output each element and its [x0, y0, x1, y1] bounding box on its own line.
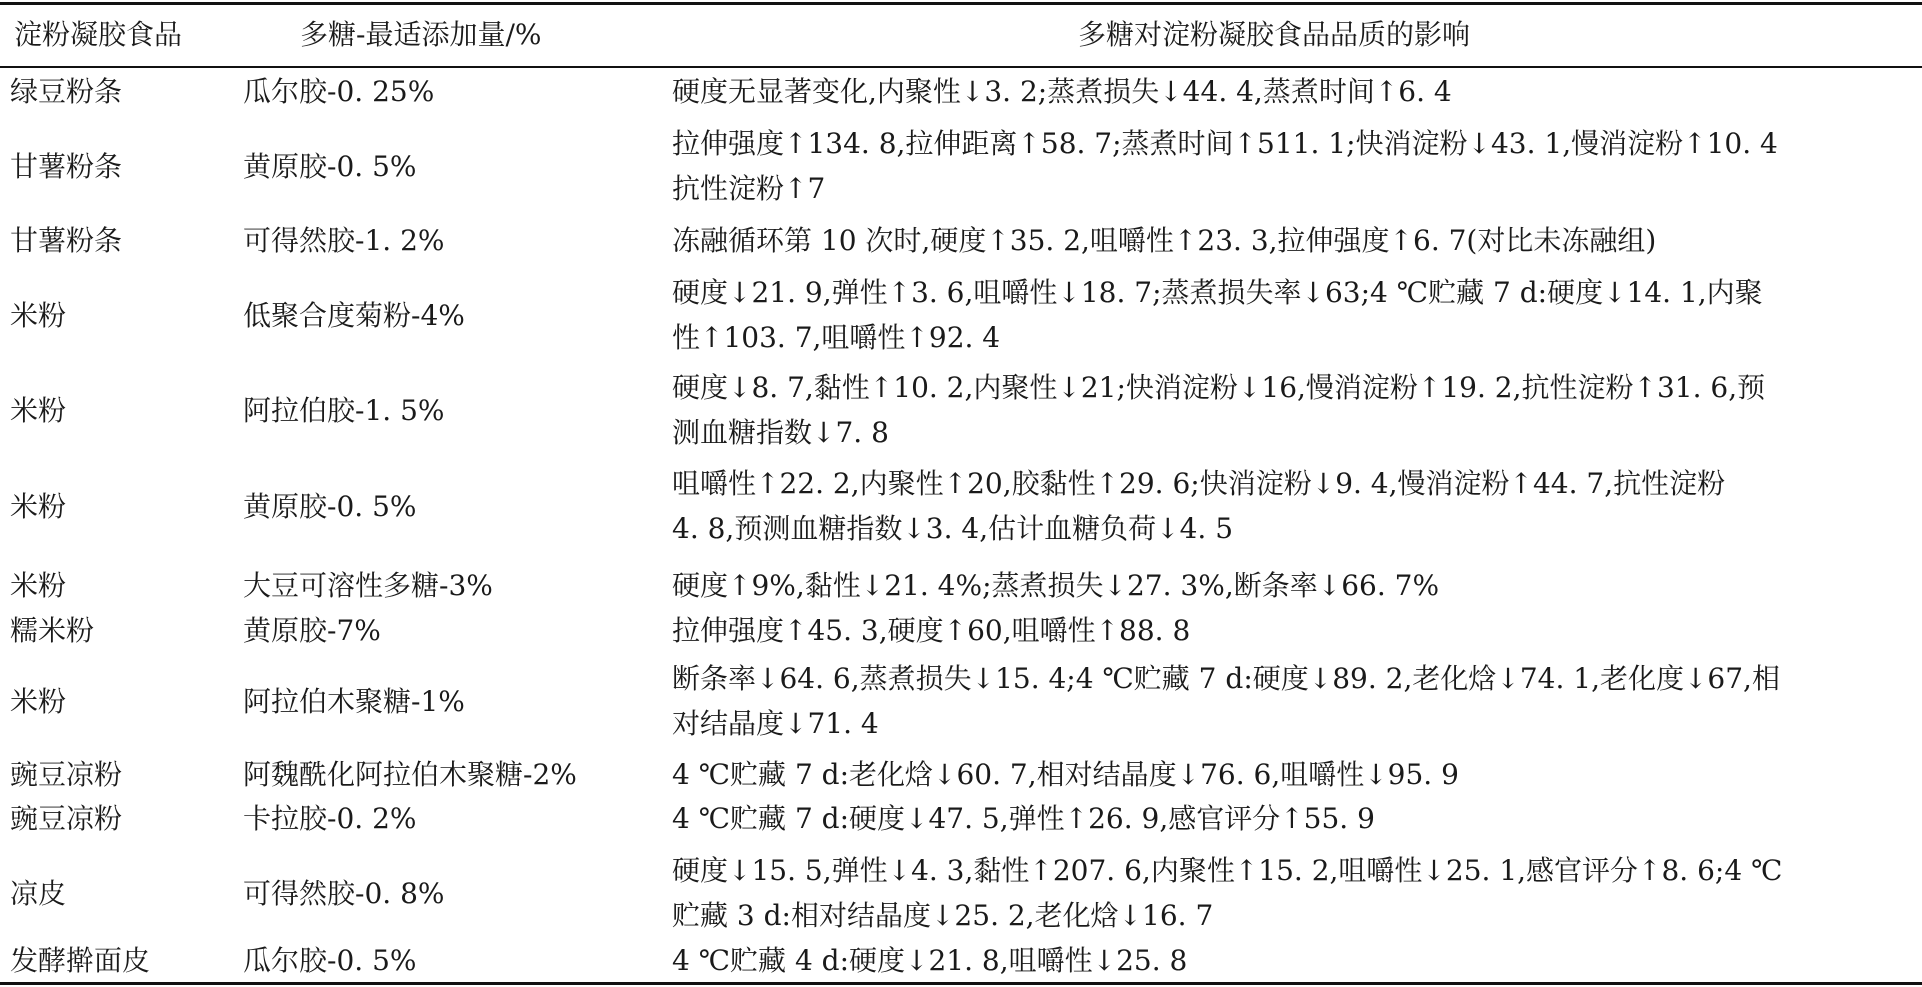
table-cell-food: 发酵擀面皮 — [10, 943, 151, 977]
table-cell-effect: 硬度↓8. 7,黏性↑10. 2,内聚性↓21;快消淀粉↓16,慢消淀粉↑19. 2,抗性淀粉↑31. 6,预 — [672, 371, 1766, 404]
table-cell-polysaccharide: 卡拉胶-0. 2% — [243, 801, 417, 835]
table-cell-polysaccharide: 黄原胶-0. 5% — [243, 489, 417, 523]
table-cell-polysaccharide: 可得然胶-0. 8% — [243, 876, 445, 910]
table-cell-effect: 4 ℃贮藏 7 d:硬度↓47. 5,弹性↑26. 9,感官评分↑55. 9 — [672, 801, 1375, 835]
table-cell-polysaccharide: 低聚合度菊粉-4% — [243, 298, 465, 332]
table-cell-effect: 抗性淀粉↑7 — [672, 172, 826, 205]
header-effect: 多糖对淀粉凝胶食品品质的影响 — [1078, 18, 1471, 51]
table-cell-polysaccharide: 大豆可溶性多糖-3% — [243, 568, 493, 602]
table-cell-polysaccharide: 瓜尔胶-0. 5% — [243, 943, 417, 977]
table-cell-food: 甘薯粉条 — [10, 223, 123, 257]
table-cell-effect: 4. 8,预测血糖指数↓3. 4,估计血糖负荷↓4. 5 — [672, 512, 1234, 545]
table-cell-food: 米粉 — [10, 568, 67, 602]
table-cell-polysaccharide: 黄原胶-0. 5% — [243, 149, 417, 183]
table-cell-food: 绿豆粉条 — [10, 74, 123, 108]
table-cell-polysaccharide: 黄原胶-7% — [243, 613, 381, 647]
table-cell-food: 米粉 — [10, 393, 67, 427]
header-food: 淀粉凝胶食品 — [14, 18, 183, 51]
table-cell-effect: 4 ℃贮藏 7 d:老化焓↓60. 7,相对结晶度↓76. 6,咀嚼性↓95. 9 — [672, 757, 1459, 791]
table-cell-effect: 拉伸强度↑45. 3,硬度↑60,咀嚼性↑88. 8 — [672, 613, 1191, 647]
table-cell-effect: 硬度无显著变化,内聚性↓3. 2;蒸煮损失↓44. 4,蒸煮时间↑6. 4 — [672, 74, 1452, 108]
table-cell-effect: 硬度↓21. 9,弹性↑3. 6,咀嚼性↓18. 7;蒸煮损失率↓63;4 ℃贮藏 7 d:硬度↓14. 1,内聚 — [672, 276, 1763, 309]
table-cell-food: 甘薯粉条 — [10, 149, 123, 183]
bottom-rule — [0, 982, 1922, 985]
table-cell-effect: 拉伸强度↑134. 8,拉伸距离↑58. 7;蒸煮时间↑511. 1;快消淀粉↓43. 1,慢消淀粉↑10. 4 — [672, 127, 1778, 160]
table-cell-effect: 测血糖指数↓7. 8 — [672, 416, 889, 449]
table-cell-effect: 断条率↓64. 6,蒸煮损失↓15. 4;4 ℃贮藏 7 d:硬度↓89. 2,老化焓↓74. 1,老化度↓67,相 — [672, 662, 1780, 695]
table-cell-polysaccharide: 阿拉伯胶-1. 5% — [243, 393, 445, 427]
table-cell-effect: 咀嚼性↑22. 2,内聚性↑20,胶黏性↑29. 6;快消淀粉↓9. 4,慢消淀粉↑44. 7,抗性淀粉 — [672, 467, 1726, 500]
table-cell-polysaccharide: 可得然胶-1. 2% — [243, 223, 445, 257]
table-cell-polysaccharide: 阿拉伯木聚糖-1% — [243, 684, 465, 718]
table-cell-effect: 硬度↑9%,黏性↓21. 4%;蒸煮损失↓27. 3%,断条率↓66. 7% — [672, 568, 1440, 602]
table-cell-effect: 对结晶度↓71. 4 — [672, 707, 879, 740]
table-cell-effect: 4 ℃贮藏 4 d:硬度↓21. 8,咀嚼性↓25. 8 — [672, 943, 1188, 977]
table-cell-food: 米粉 — [10, 489, 67, 523]
table-cell-polysaccharide: 阿魏酰化阿拉伯木聚糖-2% — [243, 757, 577, 791]
table-cell-effect: 性↑103. 7,咀嚼性↑92. 4 — [672, 321, 1001, 354]
table-cell-food: 豌豆凉粉 — [10, 757, 123, 791]
table-cell-food: 米粉 — [10, 684, 67, 718]
table-cell-effect: 贮藏 3 d:相对结晶度↓25. 2,老化焓↓16. 7 — [672, 899, 1214, 932]
table-cell-effect: 硬度↓15. 5,弹性↓4. 3,黏性↑207. 6,内聚性↑15. 2,咀嚼性↓25. 1,感官评分↑8. 6;4 ℃ — [672, 854, 1783, 887]
top-rule — [0, 2, 1922, 5]
table-cell-food: 米粉 — [10, 298, 67, 332]
table-cell-food: 糯米粉 — [10, 613, 95, 647]
table-cell-food: 豌豆凉粉 — [10, 801, 123, 835]
table-cell-polysaccharide: 瓜尔胶-0. 25% — [243, 74, 435, 108]
table-cell-food: 凉皮 — [10, 876, 67, 910]
header-polysaccharide: 多糖-最适添加量/% — [300, 18, 542, 51]
table-cell-effect: 冻融循环第 10 次时,硬度↑35. 2,咀嚼性↑23. 3,拉伸强度↑6. 7(对比未冻融组) — [672, 223, 1657, 257]
